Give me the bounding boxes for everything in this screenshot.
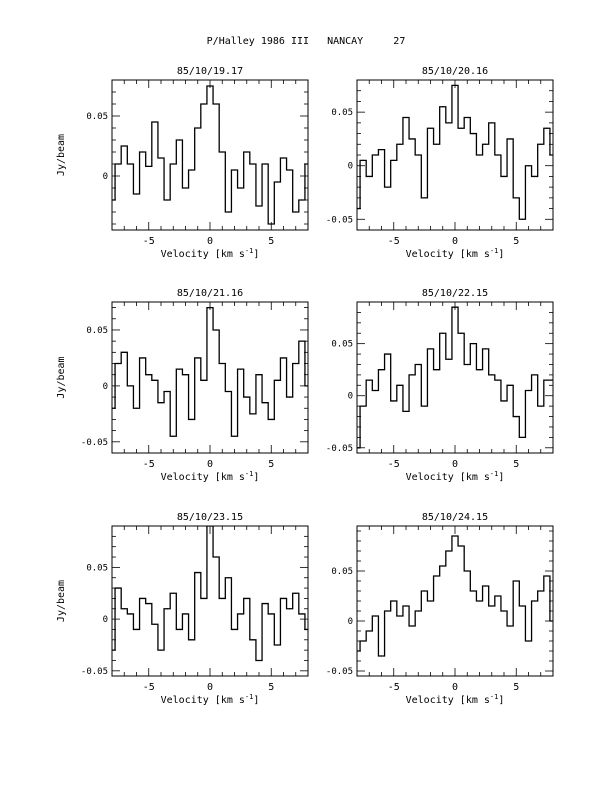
data-point <box>412 374 413 375</box>
data-point <box>228 577 229 578</box>
data-point <box>222 363 223 364</box>
data-point <box>418 364 419 365</box>
chart-panel <box>56 512 311 706</box>
data-point <box>234 169 235 170</box>
data-point <box>442 106 443 107</box>
x-tick-label: 5 <box>268 682 275 693</box>
data-point <box>436 575 437 576</box>
chart-panel <box>326 66 556 260</box>
data-point <box>185 187 186 188</box>
data-point <box>381 369 382 370</box>
panel-title: 85/10/21.16 <box>176 288 244 299</box>
data-point <box>228 391 229 392</box>
data-point <box>405 117 406 118</box>
data-point <box>289 396 290 397</box>
data-point <box>399 385 400 386</box>
y-tick-label: 0 <box>102 172 108 182</box>
data-point <box>467 117 468 118</box>
y-tick-label: 0.05 <box>331 108 353 119</box>
data-point <box>197 357 198 358</box>
data-point <box>179 369 180 370</box>
plot-frame <box>357 80 553 230</box>
data-point <box>295 593 296 594</box>
data-point <box>258 205 259 206</box>
x-tick-label: 0 <box>206 682 214 693</box>
panel-title: 85/10/20.16 <box>421 66 489 77</box>
data-point <box>546 380 547 381</box>
data-point <box>191 169 192 170</box>
data-point <box>381 655 382 656</box>
data-point <box>405 605 406 606</box>
data-point <box>485 585 486 586</box>
data-point <box>418 610 419 611</box>
data-point <box>528 390 529 391</box>
y-tick-label: 0.05 <box>86 112 108 122</box>
y-axis-label: Jy/beam <box>56 579 67 623</box>
data-point <box>222 598 223 599</box>
data-point <box>393 600 394 601</box>
data-point <box>154 380 155 381</box>
data-point <box>173 593 174 594</box>
data-point <box>301 613 302 614</box>
data-point <box>124 352 125 353</box>
data-point <box>516 416 517 417</box>
data-point <box>240 613 241 614</box>
data-point <box>173 436 174 437</box>
data-point <box>124 145 125 146</box>
data-point <box>295 363 296 364</box>
chart-panel <box>326 512 556 706</box>
data-point <box>442 565 443 566</box>
x-tick-label: 5 <box>513 459 520 470</box>
x-tick-label: -5 <box>387 682 400 693</box>
data-point <box>130 613 131 614</box>
data-point <box>546 128 547 129</box>
data-point <box>522 605 523 606</box>
data-point <box>424 590 425 591</box>
y-tick-label: -0.05 <box>80 437 108 448</box>
data-point <box>448 359 449 360</box>
data-point <box>540 590 541 591</box>
data-point <box>510 385 511 386</box>
data-point <box>497 380 498 381</box>
data-point <box>209 307 210 308</box>
data-point <box>387 187 388 188</box>
data-point <box>277 181 278 182</box>
data-point <box>454 307 455 308</box>
y-tick-label: -0.05 <box>325 215 353 226</box>
data-point <box>491 374 492 375</box>
data-point <box>381 149 382 150</box>
data-point <box>369 380 370 381</box>
y-axis-label: Jy/beam <box>56 356 67 399</box>
data-point <box>467 364 468 365</box>
data-point <box>479 154 480 155</box>
plot-frame <box>112 526 308 676</box>
data-point <box>246 396 247 397</box>
data-point <box>424 406 425 407</box>
panel-title: 85/10/23.15 <box>176 512 244 523</box>
data-point <box>167 391 168 392</box>
data-point <box>540 406 541 407</box>
data-point <box>191 639 192 640</box>
data-point <box>136 629 137 630</box>
y-axis-label: Jy/beam <box>56 133 67 177</box>
data-point <box>240 369 241 370</box>
x-tick-label: -5 <box>387 459 400 470</box>
data-point <box>485 144 486 145</box>
data-point <box>136 193 137 194</box>
panel-title: 85/10/24.15 <box>421 512 489 523</box>
data-point <box>197 572 198 573</box>
data-point <box>148 166 149 167</box>
data-point <box>283 357 284 358</box>
y-tick-label: 0 <box>102 381 108 392</box>
y-tick-label: 0 <box>347 391 353 402</box>
data-point <box>216 329 217 330</box>
data-point <box>424 197 425 198</box>
data-point <box>265 163 266 164</box>
x-tick-label: -5 <box>142 682 155 693</box>
data-point <box>503 176 504 177</box>
x-axis-label: Velocity [km $s^{-1}$] <box>160 470 260 483</box>
data-point <box>130 385 131 386</box>
data-point <box>295 211 296 212</box>
data-point <box>491 605 492 606</box>
x-tick-label: -5 <box>387 236 400 247</box>
data-point <box>454 85 455 86</box>
data-point <box>405 411 406 412</box>
data-point <box>191 419 192 420</box>
page-title: P/Halley 1986 III NANCAY 27 <box>206 36 406 47</box>
data-point <box>124 608 125 609</box>
data-point <box>216 556 217 557</box>
x-tick-label: -5 <box>142 459 155 470</box>
data-point <box>473 343 474 344</box>
x-axis-label: Velocity [km $s^{-1}$] <box>160 693 260 706</box>
data-point <box>142 357 143 358</box>
spectrum-series-line <box>354 307 556 448</box>
data-point <box>369 630 370 631</box>
data-point <box>436 369 437 370</box>
data-point <box>412 625 413 626</box>
data-point <box>399 144 400 145</box>
data-point <box>522 219 523 220</box>
data-point <box>546 575 547 576</box>
data-point <box>271 223 272 224</box>
data-point <box>528 640 529 641</box>
data-point <box>118 587 119 588</box>
data-point <box>258 660 259 661</box>
data-point <box>289 169 290 170</box>
data-point <box>461 545 462 546</box>
data-point <box>289 608 290 609</box>
data-point <box>283 157 284 158</box>
data-point <box>473 590 474 591</box>
data-point <box>301 341 302 342</box>
x-tick-label: -5 <box>142 236 155 247</box>
data-point <box>503 610 504 611</box>
x-tick-label: 0 <box>451 682 459 693</box>
data-point <box>448 550 449 551</box>
data-point <box>148 603 149 604</box>
panel-title: 85/10/22.15 <box>421 288 489 299</box>
x-tick-label: 5 <box>513 236 520 247</box>
data-point <box>197 127 198 128</box>
spectrum-series-line <box>354 85 556 219</box>
data-point <box>246 151 247 152</box>
data-point <box>185 613 186 614</box>
y-tick-label: 0 <box>347 161 353 172</box>
data-point <box>301 199 302 200</box>
data-point <box>375 154 376 155</box>
data-point <box>387 610 388 611</box>
data-point <box>430 348 431 349</box>
chart-panel <box>326 288 556 483</box>
data-point <box>540 144 541 145</box>
data-point <box>160 650 161 651</box>
data-point <box>534 176 535 177</box>
data-point <box>516 197 517 198</box>
data-point <box>522 437 523 438</box>
data-point <box>510 138 511 139</box>
data-point <box>216 103 217 104</box>
data-point <box>363 160 364 161</box>
x-axis-label: Velocity [km $s^{-1}$] <box>405 247 505 260</box>
data-point <box>179 629 180 630</box>
data-point <box>454 535 455 536</box>
data-point <box>418 154 419 155</box>
plot-frame <box>112 80 308 230</box>
data-point <box>485 348 486 349</box>
data-point <box>479 600 480 601</box>
plot-frame <box>112 302 308 453</box>
data-point <box>209 85 210 86</box>
spectrum-series-line <box>354 536 556 656</box>
data-point <box>246 598 247 599</box>
y-tick-label: -0.05 <box>80 666 108 677</box>
data-point <box>228 211 229 212</box>
data-point <box>393 400 394 401</box>
data-point <box>479 369 480 370</box>
data-point <box>167 608 168 609</box>
spectrum-series-line <box>109 86 311 224</box>
data-point <box>448 122 449 123</box>
x-tick-label: 5 <box>513 682 520 693</box>
data-point <box>154 624 155 625</box>
data-point <box>387 353 388 354</box>
data-point <box>252 639 253 640</box>
data-point <box>173 163 174 164</box>
data-point <box>473 133 474 134</box>
plot-frame <box>357 302 553 453</box>
data-point <box>399 615 400 616</box>
data-point <box>203 598 204 599</box>
data-point <box>271 613 272 614</box>
data-point <box>222 151 223 152</box>
data-point <box>503 400 504 401</box>
data-point <box>148 374 149 375</box>
data-point <box>442 333 443 334</box>
x-tick-label: 0 <box>206 236 214 247</box>
x-tick-label: 0 <box>206 459 214 470</box>
data-point <box>277 644 278 645</box>
x-tick-label: 0 <box>451 236 459 247</box>
x-axis-label: Velocity [km $s^{-1}$] <box>160 247 260 260</box>
x-axis-label: Velocity [km $s^{-1}$] <box>405 470 505 483</box>
data-point <box>185 374 186 375</box>
y-tick-label: 0 <box>102 615 108 626</box>
data-point <box>461 333 462 334</box>
data-point <box>528 165 529 166</box>
y-tick-label: 0.05 <box>331 339 353 350</box>
data-point <box>363 406 364 407</box>
data-point <box>497 154 498 155</box>
data-point <box>271 419 272 420</box>
x-tick-label: 5 <box>268 459 275 470</box>
data-point <box>118 363 119 364</box>
data-point <box>277 380 278 381</box>
data-point <box>265 402 266 403</box>
data-point <box>252 413 253 414</box>
data-point <box>167 199 168 200</box>
data-point <box>430 600 431 601</box>
data-point <box>203 103 204 104</box>
data-point <box>393 160 394 161</box>
data-point <box>430 128 431 129</box>
data-point <box>534 374 535 375</box>
data-point <box>491 122 492 123</box>
data-point <box>130 163 131 164</box>
data-point <box>234 436 235 437</box>
y-tick-label: -0.05 <box>325 443 353 454</box>
data-point <box>510 625 511 626</box>
spectrum-series-line <box>109 526 311 660</box>
chart-panel <box>56 288 311 483</box>
x-tick-label: 5 <box>268 236 275 247</box>
data-point <box>375 615 376 616</box>
data-point <box>234 629 235 630</box>
data-point <box>160 157 161 158</box>
y-tick-label: -0.05 <box>325 667 353 677</box>
data-point <box>516 580 517 581</box>
data-point <box>160 402 161 403</box>
data-point <box>142 598 143 599</box>
data-point <box>258 374 259 375</box>
data-point <box>252 163 253 164</box>
data-point <box>369 176 370 177</box>
data-point <box>118 163 119 164</box>
data-point <box>375 390 376 391</box>
panel-title: 85/10/19.17 <box>176 66 244 77</box>
data-point <box>436 144 437 145</box>
data-point <box>265 603 266 604</box>
data-point <box>534 600 535 601</box>
y-tick-label: 0.05 <box>86 563 108 574</box>
data-point <box>179 139 180 140</box>
x-tick-label: 0 <box>451 459 459 470</box>
data-point <box>240 187 241 188</box>
x-axis-label: Velocity [km $s^{-1}$] <box>405 693 505 706</box>
chart-panel <box>56 66 311 260</box>
data-point <box>467 570 468 571</box>
y-tick-label: 0.05 <box>331 567 353 577</box>
data-point <box>363 640 364 641</box>
data-point <box>461 128 462 129</box>
data-point <box>497 595 498 596</box>
data-point <box>142 151 143 152</box>
y-tick-label: 0.05 <box>86 325 108 336</box>
data-point <box>154 121 155 122</box>
data-point <box>136 408 137 409</box>
data-point <box>283 598 284 599</box>
plot-frame <box>357 526 553 676</box>
y-tick-label: 0 <box>347 617 353 627</box>
data-point <box>203 380 204 381</box>
spectrum-series-line <box>109 308 311 437</box>
data-point <box>412 138 413 139</box>
